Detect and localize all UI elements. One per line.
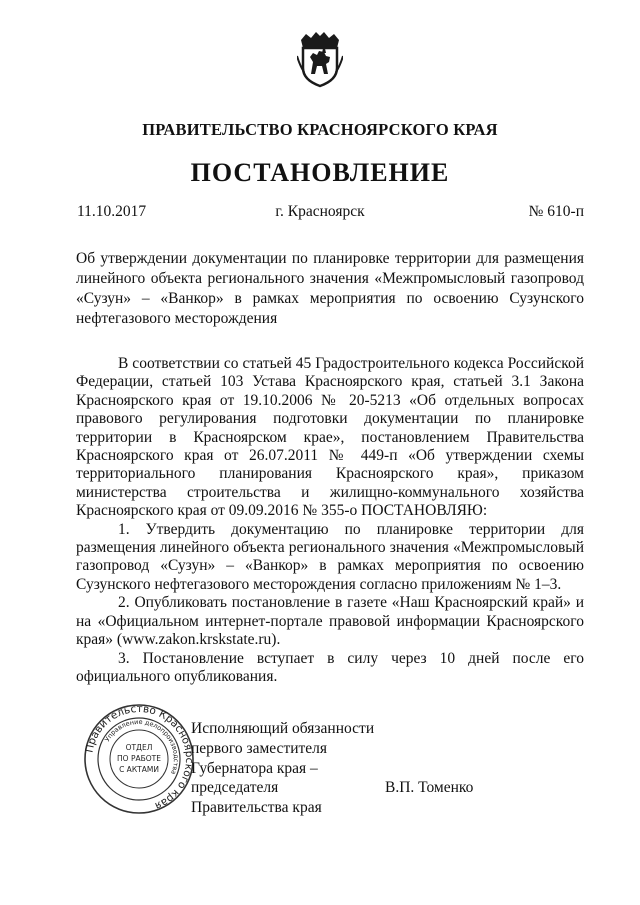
stamp-center-line-2: ПО РАБОТЕ bbox=[117, 754, 161, 763]
decree-city: г. Красноярск bbox=[275, 203, 365, 220]
decree-item-3: 3. Постановление вступает в силу через 10 дней после его официального опубликования. bbox=[76, 649, 584, 685]
document-type-title: ПОСТАНОВЛЕНИЕ bbox=[190, 158, 450, 187]
signatory-title bbox=[191, 719, 391, 818]
decree-date: 11.10.2017 bbox=[77, 203, 147, 220]
decree-subject: Об утверждении документации по планировке территории для размещения линейного объекта регионального значения «Межпромысловый газопровод «Сузун» – «Ванкор» в рамках мероприятия по освоению Сузунского нефтегазового месторождения bbox=[76, 250, 584, 327]
signatory-name: В.П. Томенко bbox=[385, 779, 474, 796]
decree-body bbox=[76, 355, 584, 686]
government-name: ПРАВИТЕЛЬСТВО КРАСНОЯРСКОГО КРАЯ bbox=[142, 120, 498, 139]
stamp-center-line-3: С АКТАМИ bbox=[119, 765, 159, 774]
signatory-title-line: Губернатора края – bbox=[191, 759, 318, 777]
krasnoyarsk-coat-of-arms-icon bbox=[297, 26, 343, 88]
signatory-title-line: Правительства края bbox=[191, 799, 322, 817]
stamp-center-line-1: ОТДЕЛ bbox=[125, 743, 153, 752]
stamp-outer-text: Правительство Красноярского края bbox=[83, 703, 195, 812]
decree-number: № 610-п bbox=[528, 203, 584, 220]
decree-item-1: 1. Утвердить документацию по планировке территории для размещения линейного объекта регионального значения «Межпромысловый газопровод «Сузун» – «Ванкор» в рамках мероприятия по освоению Сузунского нефтегазового месторождения согласно приложениям № 1–3. bbox=[76, 520, 584, 593]
signatory-title-line: первого заместителя bbox=[191, 739, 328, 757]
decree-item-2: 2. Опубликовать постановление в газете «Наш Красноярский край» и на «Официальном интернет-портале правовой информации Красноярского края» (www.zakon.krskstate.ru). bbox=[76, 594, 584, 649]
signatory-title-line: председателя bbox=[191, 779, 279, 797]
stamp-inner-text: Управление делопроизводства bbox=[103, 717, 181, 776]
decree-preamble: В соответствии со статьей 45 Градостроительного кодекса Российской Федерации, статьей 103 Устава Красноярского края, статьей 3.1 Закона Красноярского края от 19.10.2006 № 20-5213 «Об отдельных вопросах правового регулирования подготовки документации по планировке территории в Красноярском крае», постановлением Правительства Красноярского края от 26.07.2011 № 449-п «Об утверждении схемы территориального планирования Красноярского края», приказом министерства строительства и жилищно-коммунального хозяйства Красноярского края от 09.09.2016 № 355-о ПОСТАНОВЛЯЮ: bbox=[76, 355, 584, 520]
official-stamp bbox=[83, 703, 195, 815]
signatory-title-line: Исполняющий обязанности bbox=[191, 720, 375, 737]
